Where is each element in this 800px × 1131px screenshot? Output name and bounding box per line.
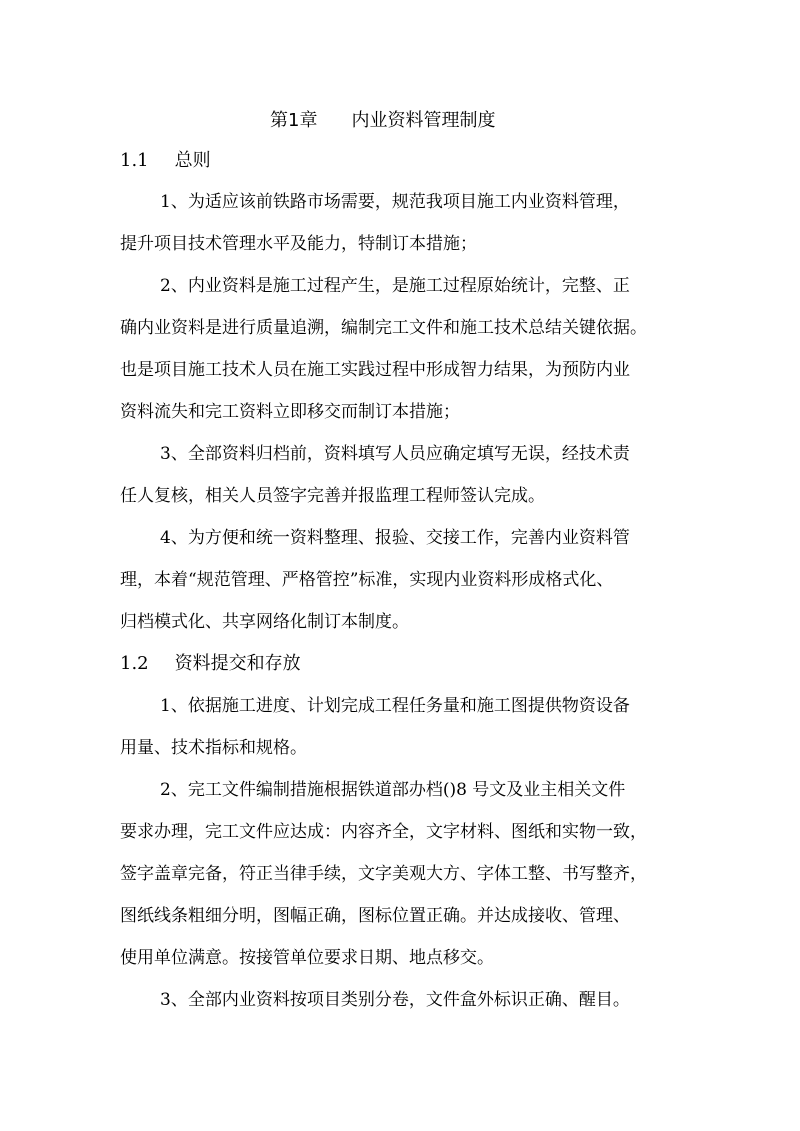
paragraph-line: 3、全部资料归档前，资料填写人员应确定填写无误，经技术责: [160, 444, 630, 464]
section-number: 1.1: [120, 150, 149, 171]
section-number: 1.2: [120, 653, 149, 674]
paragraph-line: 确内业资料是进行质量追溯，编制完工文件和施工技术总结关键依据。: [120, 318, 647, 338]
paragraph-line: 2、内业资料是施工过程产生，是施工过程原始统计，完整、正: [160, 276, 630, 296]
paragraph-line: 1、为适应该前铁路市场需要，规范我项目施工内业资料管理，: [160, 192, 630, 212]
paragraph-line: 2、完工文件编制措施根据铁道部办档()8 号文及业主相关文件: [160, 780, 626, 800]
section-heading: [120, 655, 301, 673]
chapter-number: 第1章: [270, 110, 318, 131]
paragraph-line: 图纸线条粗细分明，图幅正确，图标位置正确。并达成接收、管理、: [120, 906, 630, 926]
section-title: 资料提交和存放: [174, 653, 301, 674]
paragraph-line: 任人复核，相关人员签字完善并报监理工程师签认完成。: [120, 486, 545, 506]
paragraph-line: 提升项目技术管理水平及能力，特制订本措施；: [120, 234, 477, 254]
paragraph-line: 要求办理，完工文件应达成：内容齐全，文字材料、图纸和实物一致，: [120, 822, 647, 842]
paragraph-line: 理，本着“规范管理、严格管控”标准，实现内业资料形成格式化、: [120, 570, 614, 590]
paragraph-line: 4、为方便和统一资料整理、报验、交接工作，完善内业资料管: [160, 528, 630, 548]
paragraph-line: 签字盖章完备，符正当律手续，文字美观大方、字体工整、书写整齐，: [120, 864, 647, 884]
paragraph-line: 1、依据施工进度、计划完成工程任务量和施工图提供物资设备: [160, 696, 630, 716]
paragraph-line: 使用单位满意。按接管单位要求日期、地点移交。: [120, 948, 494, 968]
paragraph-line: 资料流失和完工资料立即移交而制订本措施；: [120, 402, 460, 422]
paragraph-line: 也是项目施工技术人员在施工实践过程中形成智力结果，为预防内业: [120, 360, 630, 380]
paragraph-line: 3、全部内业资料按项目类别分卷，文件盒外标识正确、醒目。: [160, 990, 630, 1010]
paragraph-line: 归档模式化、共享网络化制订本制度。: [120, 612, 409, 632]
chapter-heading: [270, 112, 495, 130]
chapter-title: 内业资料管理制度: [351, 110, 496, 131]
paragraph-line: 用量、技术指标和规格。: [120, 738, 307, 758]
section-heading: [120, 152, 211, 170]
section-title: 总则: [174, 150, 211, 171]
